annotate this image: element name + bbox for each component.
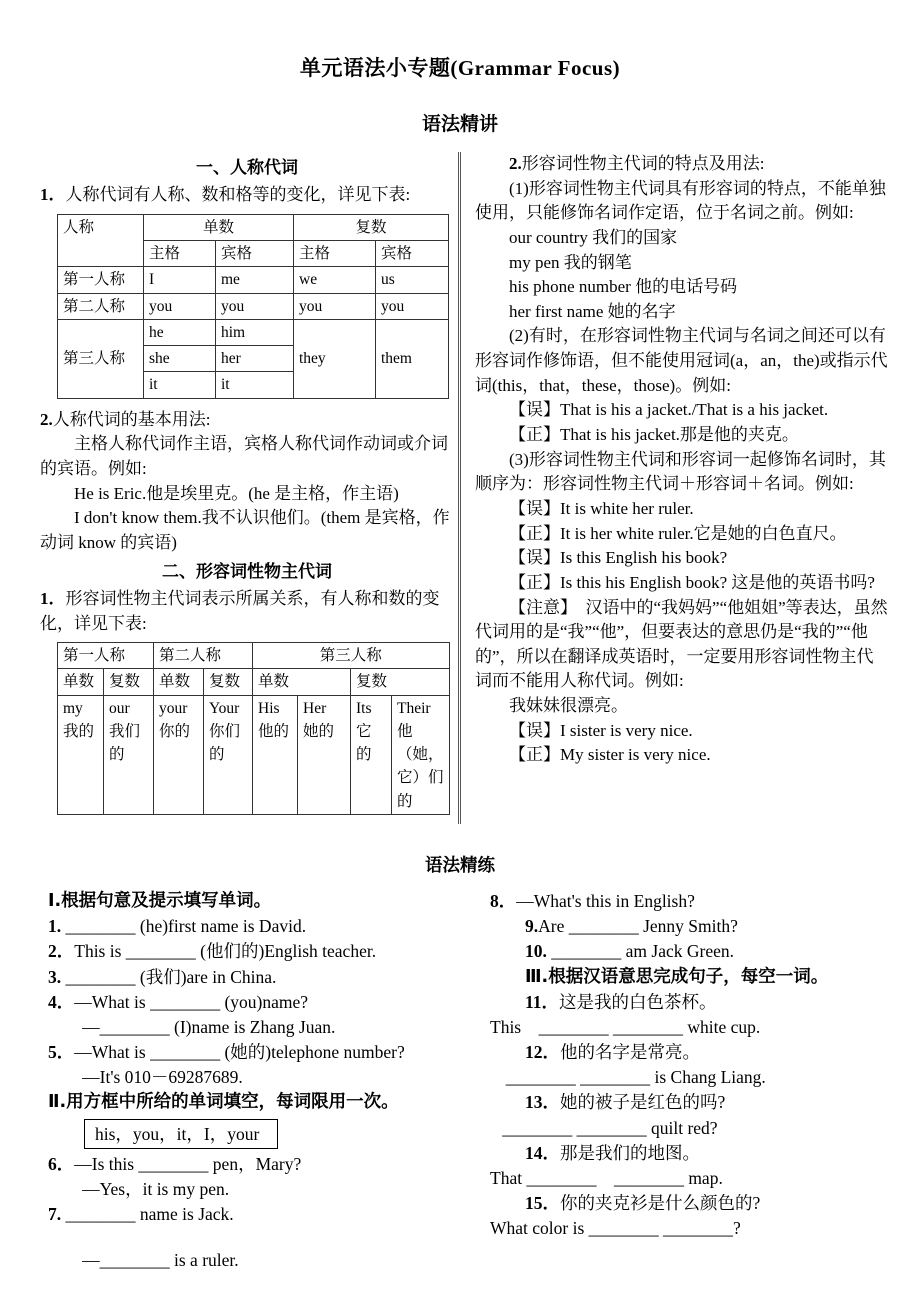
exercise-item-13 (490, 1090, 896, 1115)
exercise-item-6 (48, 1152, 478, 1177)
wrong-example-line: 【误】It is white her ruler. (509, 498, 694, 518)
table-cell: her (216, 346, 294, 372)
practice-section-heading: 语法精练 (425, 855, 495, 876)
correct-example-line: 【正】It is her white ruler.它是她的白色直尺。 (509, 523, 847, 543)
item-text: 你的夹克衫是什么颜色的? (560, 1193, 761, 1214)
paragraph-text: 人称代词的基本用法: (52, 409, 211, 429)
item-text: —What's this in English? (516, 890, 695, 911)
exercise-item-12 (490, 1040, 896, 1065)
practice-left-column (48, 889, 478, 1273)
table-row (58, 214, 449, 240)
item-text: —Is this ________ pen，Mary? (74, 1153, 302, 1174)
exercise-item-15-answer: What color is ________ ________? (490, 1218, 741, 1239)
part1-heading: Ⅰ.根据句意及提示填写单词。 (48, 890, 272, 911)
table-cell: 第一人称 (58, 267, 144, 293)
table-cell: it (144, 372, 216, 398)
table-cell: Their 他（她，它）们的 (392, 695, 450, 814)
table-row (58, 643, 450, 669)
table-cell: 复数 (204, 669, 253, 695)
paragraph-text: 人称代词有人称、数和格等的变化，详见下表: (65, 185, 411, 205)
table-cell: I (144, 267, 216, 293)
item-number: 5． (48, 1042, 75, 1063)
item-text: —What is ________ (她的)telephone number? (74, 1042, 405, 1063)
word-bank-box: his，you，it，I，your (84, 1119, 278, 1149)
item-number: 6． (48, 1153, 75, 1174)
exercise-item-13-answer: ________ ________ quilt red? (502, 1117, 718, 1138)
example-line: He is Eric.他是埃里克。(he 是主格，作主语) (74, 483, 399, 503)
exercise-item-11-answer: This ________ ________ white cup. (490, 1016, 761, 1037)
exercise-item-6-answer: —Yes，it is my pen. (82, 1178, 230, 1199)
lecture-section-heading: 语法精讲 (421, 113, 498, 135)
table-cell: your 你的 (154, 695, 204, 814)
table-cell: us (376, 267, 449, 293)
item-text: ________ name is Jack. (65, 1204, 234, 1225)
table-row (58, 695, 450, 814)
exercise-item-7-answer: —________ is a ruler. (82, 1250, 239, 1271)
usage-paragraph: 主格人称代词作主语，宾格人称代词作动词或介词的宾语。例如: (40, 434, 448, 479)
exercise-item-3 (48, 965, 478, 990)
exercise-item-5 (48, 1040, 478, 1065)
item-number: 9. (525, 916, 539, 937)
rule-paragraph: (2)有时，在形容词性物主代词与名词之间还可以有形容词作修饰语，但不能使用冠词(a，an，the)或指示代词(this，that，these，those)。例如: (475, 326, 888, 395)
lecture-left-column (40, 152, 458, 824)
table-row (58, 319, 449, 345)
pronoun-table (57, 214, 449, 399)
example-line: his phone number 他的电话号码 (509, 277, 738, 297)
exercise-item-14-answer: That ________ ________ map. (490, 1168, 723, 1189)
table-cell: 宾格 (376, 241, 449, 267)
item-number: 11． (525, 991, 560, 1012)
table-row (58, 669, 450, 695)
example-line: I don't know them.我不认识他们。(them 是宾格，作动词 know 的宾语) (40, 508, 450, 552)
practice-right-column (478, 889, 896, 1273)
table-cell: 第一人称 (58, 643, 154, 669)
table-cell: 人称 (58, 214, 144, 267)
usage-heading (40, 408, 454, 433)
table-cell: it (216, 372, 294, 398)
exercise-item-12-answer: ________ ________ is Chang Liang. (505, 1067, 766, 1088)
paragraph-text: 形容词性物主代词的特点及用法: (521, 154, 765, 173)
item-number: 2． (48, 941, 75, 962)
exercise-item-8 (490, 889, 896, 914)
table-cell: His 他的 (253, 695, 298, 814)
wrong-example-line: 【误】I sister is very nice. (509, 720, 693, 740)
table-cell: my 我的 (58, 695, 104, 814)
item-text: 他的名字是常亮。 (560, 1042, 700, 1063)
table-cell: me (216, 267, 294, 293)
item-text: ________ (he)first name is David. (65, 916, 307, 937)
exercise-item-1 (48, 914, 478, 939)
example-line: 我妹妹很漂亮。 (509, 696, 628, 716)
wrong-example-line: 【误】That is his a jacket./That is a his jacket. (509, 400, 829, 420)
item-number: 2. (40, 409, 53, 429)
part3-heading: Ⅲ.根据汉语意思完成句子，每空一词。 (525, 966, 829, 987)
table-cell: we (294, 267, 376, 293)
exercise-item-15 (490, 1191, 896, 1216)
item-text: This is ________ (他们的)English teacher. (74, 941, 377, 962)
table-cell: you (144, 293, 216, 319)
table-cell: 第三人称 (253, 643, 450, 669)
lecture-right-column (458, 152, 890, 824)
table-cell: he (144, 319, 216, 345)
exercise-item-7 (48, 1202, 478, 1227)
exercise-item-5-answer: —It's 010－69287689. (82, 1067, 243, 1088)
table-cell: our 我们的 (104, 695, 154, 814)
intro-paragraph (40, 587, 454, 636)
item-number: 12． (525, 1042, 560, 1063)
item-text: 那是我们的地图。 (560, 1142, 700, 1163)
table-cell: them (376, 319, 449, 398)
item-text: —What is ________ (you)name? (74, 991, 309, 1012)
table-cell: 宾格 (216, 241, 294, 267)
table-cell: you (216, 293, 294, 319)
table-cell: 第二人称 (154, 643, 253, 669)
item-text: ________ (我们)are in China. (65, 966, 277, 987)
item-number: 3. (48, 966, 66, 987)
practice-columns (48, 889, 896, 1273)
exercise-item-9 (490, 914, 896, 939)
exercise-item-14 (490, 1141, 896, 1166)
wrong-example-line: 【误】Is this English his book? (509, 548, 728, 568)
subsection-heading-possessive-adjectives: 二、形容词性物主代词 (162, 561, 332, 582)
table-cell: 主格 (144, 241, 216, 267)
table-cell: Her 她的 (298, 695, 351, 814)
table-cell: 单数 (58, 669, 104, 695)
correct-example-line: 【正】Is this his English book? 这是他的英语书吗? (509, 572, 875, 592)
page-title: 单元语法小专题(Grammar Focus) (299, 56, 621, 80)
item-text: Are ________ Jenny Smith? (538, 916, 738, 937)
part2-heading: Ⅱ.用方框中所给的单词填空，每词限用一次。 (48, 1092, 399, 1113)
table-row (58, 293, 449, 319)
item-number: 2. (509, 154, 522, 173)
exercise-item-4-answer: —________ (I)name is Zhang Juan. (82, 1016, 336, 1037)
note-paragraph: 【注意】 汉语中的“我妈妈”“他姐姐”等表达，虽然代词用的是“我”“他”，但要表达的意思仍是“我的”“他的”，所以在翻译成英语时，一定要用形容词性物主代词而不能用人称代词。例如: (475, 597, 888, 691)
table-cell: 复数 (294, 214, 449, 240)
exercise-item-4 (48, 990, 478, 1015)
item-number: 1． (40, 185, 66, 205)
table-cell: you (294, 293, 376, 319)
correct-example-line: 【正】That is his jacket.那是他的夹克。 (509, 425, 799, 445)
item-number: 1． (40, 588, 66, 608)
lecture-columns (40, 152, 890, 824)
table-cell: 单数 (253, 669, 351, 695)
table-cell: 复数 (104, 669, 154, 695)
paragraph-text: 形容词性物主代词表示所属关系，有人称和数的变化，详见下表: (40, 588, 440, 633)
subsection-heading-personal-pronouns: 一、人称代词 (196, 158, 298, 178)
table-cell: 单数 (144, 214, 294, 240)
rule-paragraph: (3)形容词性物主代词和形容词一起修饰名词时，其顺序为：形容词性物主代词＋形容词＋名词。例如: (475, 449, 886, 494)
example-line: my pen 我的钢笔 (509, 252, 632, 272)
table-row (58, 267, 449, 293)
table-cell: you (376, 293, 449, 319)
item-number: 1. (48, 916, 66, 937)
table-cell: 复数 (351, 669, 450, 695)
item-text: 她的被子是红色的吗? (560, 1092, 726, 1113)
possessive-table (57, 642, 450, 815)
features-heading (475, 152, 890, 177)
exercise-item-2 (48, 939, 478, 964)
table-cell: 主格 (294, 241, 376, 267)
item-number: 15． (525, 1193, 560, 1214)
item-text: 这是我的白色茶杯。 (559, 991, 717, 1012)
table-cell: Its 它的 (351, 695, 392, 814)
item-number: 7. (48, 1204, 66, 1225)
item-number: 14． (525, 1142, 560, 1163)
table-cell: Your 你们的 (204, 695, 253, 814)
table-cell: him (216, 319, 294, 345)
item-number: 10. (525, 941, 552, 962)
example-line: her first name 她的名字 (509, 301, 676, 321)
table-cell: 单数 (154, 669, 204, 695)
exercise-item-11 (490, 990, 896, 1015)
intro-paragraph (40, 183, 454, 208)
table-cell: she (144, 346, 216, 372)
table-cell: they (294, 319, 376, 398)
item-number: 4． (48, 991, 75, 1012)
item-text: ________ am Jack Green. (551, 941, 734, 962)
table-cell: 第三人称 (58, 319, 144, 398)
exercise-item-10 (490, 939, 896, 964)
table-cell: 第二人称 (58, 293, 144, 319)
item-number: 13． (525, 1092, 560, 1113)
rule-paragraph: (1)形容词性物主代词具有形容词的特点，不能单独使用，只能修饰名词作定语，位于名词之前。例如: (475, 178, 886, 223)
example-line: our country 我们的国家 (509, 227, 678, 247)
correct-example-line: 【正】My sister is very nice. (509, 745, 711, 765)
item-number: 8． (490, 890, 517, 911)
